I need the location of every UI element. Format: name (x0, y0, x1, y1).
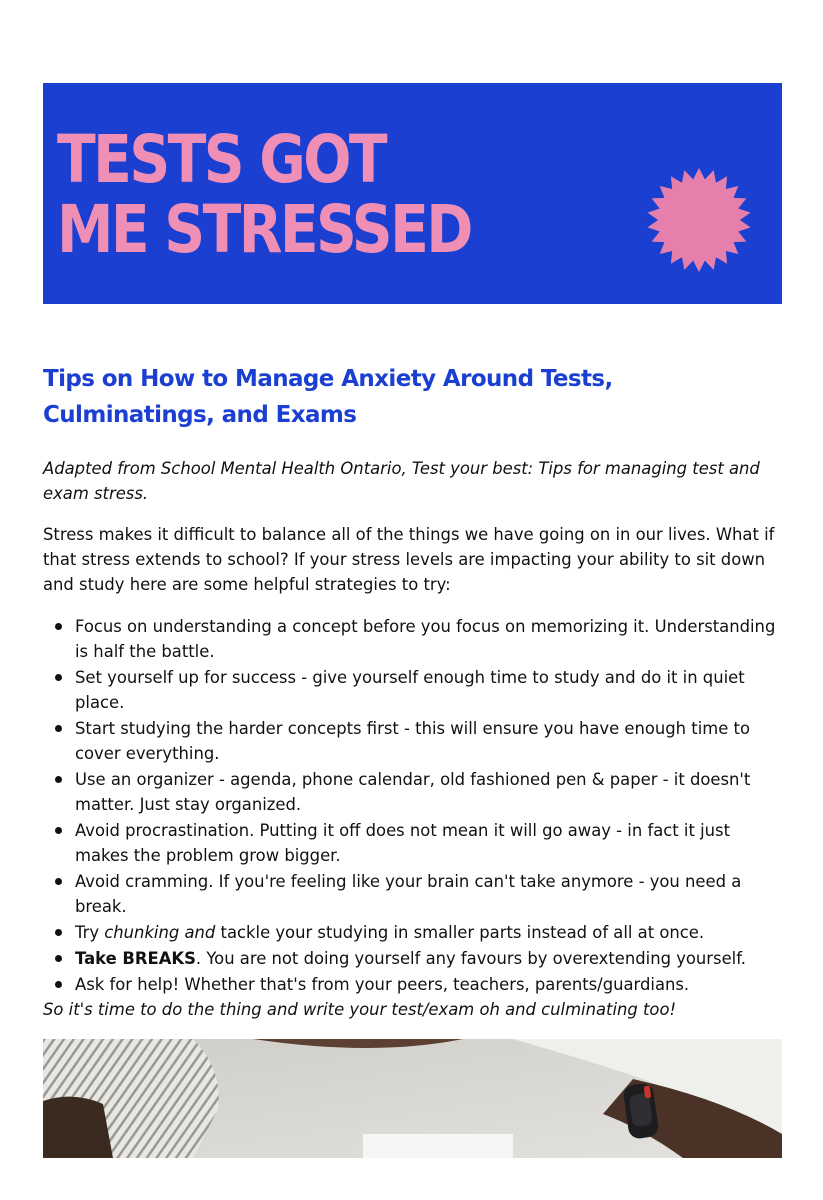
banner-title-line-2: ME STRESSED (57, 191, 471, 268)
tip-text: Ask for help! Whether that's from your peers, teachers, parents/guardians. (75, 975, 690, 994)
list-item (43, 665, 788, 715)
list-item (43, 920, 788, 945)
tip-text: Set yourself up for success - give yourself enough time to study and do it in quiet place. (75, 668, 745, 712)
tip-text: Start studying the harder concepts first - this will ensure you have enough time to cover everything. (75, 719, 750, 763)
list-item (43, 716, 788, 766)
list-item (43, 972, 788, 997)
tip-text: Avoid cramming. If you're feeling like your brain can't take anymore - you need a break. (75, 872, 742, 916)
banner-title (57, 121, 471, 268)
banner-title-line-1: TESTS GOT (57, 121, 386, 198)
tip-text-end: . You are not doing yourself any favours by overextending yourself. (195, 949, 747, 968)
tip-text: Focus on understanding a concept before you focus on memorizing it. Understanding is half the battle. (75, 617, 776, 661)
list-item (43, 946, 788, 971)
page-heading: Tips on How to Manage Anxiety Around Tests, Culminatings, and Exams (43, 366, 613, 428)
tip-text-start: Try (75, 923, 105, 942)
photo-illustration (43, 1039, 782, 1158)
list-item (43, 869, 788, 919)
intro-paragraph: Stress makes it difficult to balance all of the things we have going on in our lives. What if that stress extends to school? If your stress levels are impacting your ability to sit down and study here are some helpful strategies to try: (43, 525, 775, 594)
tip-text: Use an organizer - agenda, phone calendar, old fashioned pen & paper - it doesn't matter. Just stay organized. (75, 770, 751, 814)
tip-strong: Take BREAKS (75, 949, 196, 968)
list-item (43, 614, 788, 664)
list-item (43, 767, 788, 817)
studying-photo (43, 1039, 782, 1158)
tip-text-end: tackle your studying in smaller parts instead of all at once. (215, 923, 705, 942)
list-item (43, 818, 788, 868)
tip-text: Avoid procrastination. Putting it off does not mean it will go away - in fact it just makes the problem grow bigger. (75, 821, 731, 865)
starburst-shape (648, 168, 751, 272)
starburst-icon (647, 168, 751, 272)
closing-line: So it's time to do the thing and write your test/exam oh and culminating too! (43, 1000, 677, 1019)
header-banner (43, 83, 782, 304)
tips-list (43, 614, 788, 998)
source-credit: Adapted from School Mental Health Ontario, Test your best: Tips for managing test and exam stress. (43, 459, 760, 503)
tip-emphasis: chunking and (104, 923, 216, 942)
